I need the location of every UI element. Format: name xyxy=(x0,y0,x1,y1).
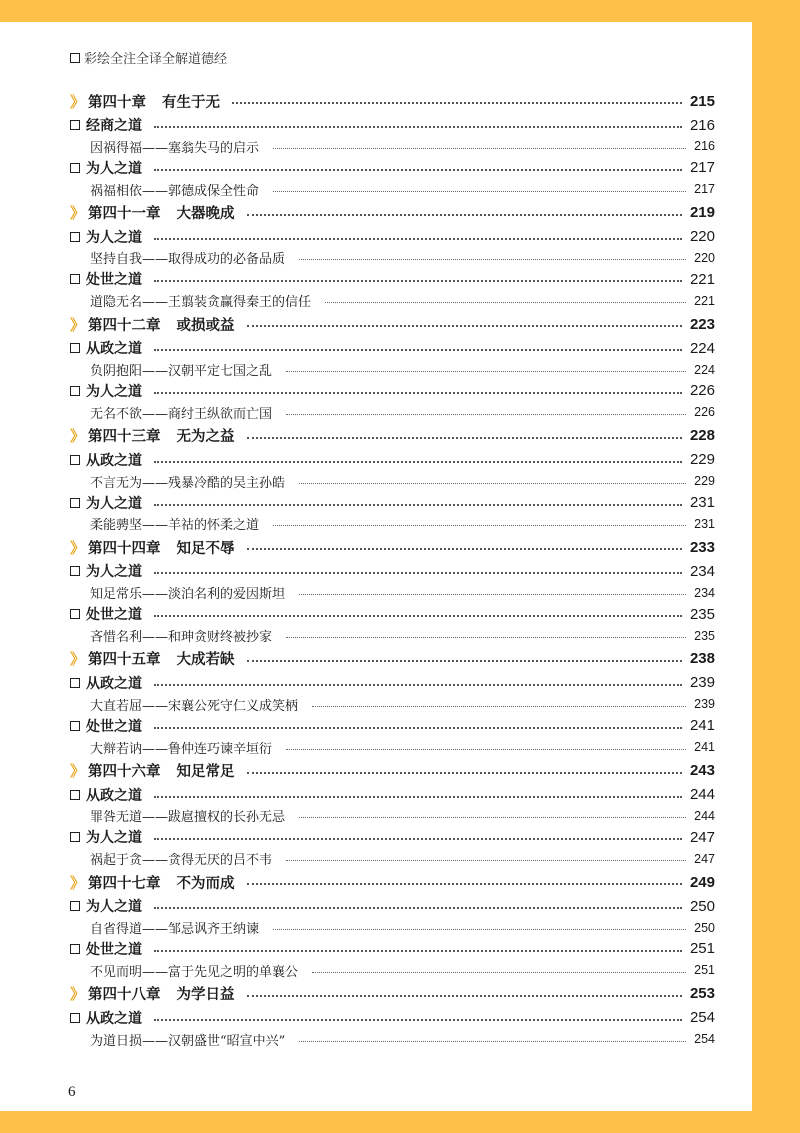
chevron-right-icon: 》 xyxy=(70,315,86,334)
toc-section-entry[interactable] xyxy=(70,672,715,694)
dot-leader xyxy=(286,749,686,750)
dot-leader xyxy=(154,907,682,909)
chapter-number: 第四十七章 xyxy=(88,875,161,892)
chapter-title: 或损或益 xyxy=(176,317,235,334)
page-ref: 233 xyxy=(689,538,715,556)
toc-story-entry[interactable] xyxy=(70,248,715,269)
page-ref: 250 xyxy=(694,920,715,935)
toc-chapter-entry[interactable] xyxy=(70,200,715,226)
page-ref: 217 xyxy=(689,159,715,177)
section-title: 为人之道 xyxy=(86,830,142,847)
chevron-right-icon: 》 xyxy=(70,92,86,111)
toc-section-entry[interactable] xyxy=(70,380,715,402)
toc-chapter-entry[interactable] xyxy=(70,423,715,449)
dot-leader xyxy=(154,950,682,952)
story-title: 不言无为——残暴冷酷的吴主孙皓 xyxy=(90,475,286,491)
page-ref: 254 xyxy=(689,1009,715,1027)
story-title: 道隐无名——王翦装贪赢得秦王的信任 xyxy=(90,295,312,311)
chevron-right-icon: 》 xyxy=(70,650,86,669)
toc-story-entry[interactable] xyxy=(70,471,715,492)
square-bullet-icon xyxy=(70,274,80,284)
dot-leader xyxy=(154,727,682,729)
page-ref: 224 xyxy=(689,339,715,357)
toc-section-entry[interactable] xyxy=(70,784,715,806)
dot-leader xyxy=(154,838,682,840)
dot-leader xyxy=(154,461,682,463)
dot-leader xyxy=(312,972,686,973)
page-ref: 235 xyxy=(694,628,715,643)
dot-leader xyxy=(286,414,686,415)
square-bullet-icon xyxy=(70,498,80,508)
dot-leader xyxy=(154,126,682,128)
dot-leader xyxy=(247,548,682,550)
dot-leader xyxy=(312,706,686,707)
toc-section-entry[interactable] xyxy=(70,492,715,514)
story-title: 不见而明——富于先见之明的单襄公 xyxy=(90,964,299,980)
square-bullet-icon xyxy=(70,343,80,353)
square-bullet-icon xyxy=(70,832,80,842)
dot-leader xyxy=(247,883,682,885)
page-ref: 241 xyxy=(689,717,715,735)
chevron-right-icon: 》 xyxy=(70,985,86,1004)
toc-story-entry[interactable] xyxy=(70,1029,715,1050)
toc-story-entry[interactable] xyxy=(70,136,715,157)
dot-leader xyxy=(154,349,682,351)
toc-chapter-entry[interactable] xyxy=(70,311,715,337)
square-bullet-icon xyxy=(70,455,80,465)
story-title: 祸福相依——郭德成保全性命 xyxy=(90,183,260,199)
section-title: 从政之道 xyxy=(86,1010,142,1027)
chevron-right-icon: 》 xyxy=(70,538,86,557)
section-title: 处世之道 xyxy=(86,718,142,735)
toc-chapter-entry[interactable] xyxy=(70,646,715,672)
section-title: 为人之道 xyxy=(86,383,142,400)
dot-leader xyxy=(299,594,686,595)
page-ref: 253 xyxy=(689,985,715,1003)
story-title: 吝惜名利——和珅贪财终被抄家 xyxy=(90,630,273,646)
page-ref: 228 xyxy=(689,427,715,445)
page-ref: 229 xyxy=(689,451,715,469)
dot-leader xyxy=(154,169,682,171)
page-ref: 220 xyxy=(689,228,715,246)
dot-leader xyxy=(286,637,686,638)
toc-section-entry[interactable] xyxy=(70,826,715,848)
toc-chapter-entry[interactable] xyxy=(70,869,715,895)
toc-section-entry[interactable] xyxy=(70,268,715,290)
chapter-title: 为学日益 xyxy=(176,987,235,1004)
section-title: 从政之道 xyxy=(86,675,142,692)
page-ref: 215 xyxy=(689,92,715,110)
toc-story-entry[interactable] xyxy=(70,848,715,869)
dot-leader xyxy=(286,371,686,372)
story-title: 祸起于贪——贪得无厌的吕不韦 xyxy=(90,853,273,869)
story-title: 坚持自我——取得成功的必备品质 xyxy=(90,252,286,268)
page-ref: 250 xyxy=(689,897,715,915)
toc-story-entry[interactable] xyxy=(70,694,715,715)
section-title: 从政之道 xyxy=(86,787,142,804)
toc-story-entry[interactable] xyxy=(70,359,715,380)
toc-chapter-entry[interactable] xyxy=(70,981,715,1007)
story-title: 柔能骋坚——羊祜的怀柔之道 xyxy=(90,518,260,534)
square-bullet-icon xyxy=(70,566,80,576)
dot-leader xyxy=(154,572,682,574)
square-bullet-icon xyxy=(70,901,80,911)
page-ref: 224 xyxy=(694,362,715,377)
page-ref: 234 xyxy=(689,562,715,580)
toc-section-entry[interactable] xyxy=(70,449,715,471)
dot-leader xyxy=(299,483,686,484)
chapter-number: 第四十五章 xyxy=(88,652,161,669)
page-ref: 241 xyxy=(694,740,715,755)
story-title: 罪咎无道——跋扈擅权的长孙无忌 xyxy=(90,810,286,826)
square-bullet-icon xyxy=(70,721,80,731)
section-title: 从政之道 xyxy=(86,452,142,469)
page-ref: 244 xyxy=(694,808,715,823)
chapter-title: 知足不辱 xyxy=(176,540,235,557)
square-bullet-icon xyxy=(70,790,80,800)
dot-leader xyxy=(286,860,686,861)
story-title: 因祸得福——塞翁失马的启示 xyxy=(90,140,260,156)
toc-section-entry[interactable] xyxy=(70,226,715,248)
page-ref: 239 xyxy=(689,674,715,692)
page-ref: 251 xyxy=(694,963,715,978)
page-ref: 231 xyxy=(689,494,715,512)
toc-chapter-entry[interactable] xyxy=(70,758,715,784)
dot-leader xyxy=(299,1041,686,1042)
square-bullet-icon xyxy=(70,232,80,242)
section-title: 经商之道 xyxy=(86,118,142,134)
page-ref: 216 xyxy=(689,116,715,134)
dot-leader xyxy=(232,102,682,104)
dot-leader xyxy=(154,238,682,240)
page-ref: 226 xyxy=(694,405,715,420)
story-title: 为道日损——汉朝盛世“昭宣中兴” xyxy=(90,1033,286,1049)
dot-leader xyxy=(154,684,682,686)
dot-leader xyxy=(299,817,686,818)
toc-section-entry[interactable] xyxy=(70,157,715,179)
toc-story-entry[interactable] xyxy=(70,582,715,603)
chapter-title: 无为之益 xyxy=(176,429,235,446)
dot-leader xyxy=(154,796,682,798)
page-ref: 231 xyxy=(694,516,715,531)
dot-leader xyxy=(247,437,682,439)
dot-leader xyxy=(325,302,686,303)
toc-story-entry[interactable] xyxy=(70,960,715,981)
chapter-title: 有生于无 xyxy=(162,94,220,111)
chapter-title: 大器晚成 xyxy=(176,206,235,223)
chapter-title: 知足常足 xyxy=(176,764,235,781)
page-ref: 247 xyxy=(694,851,715,866)
page-ref: 229 xyxy=(694,474,715,489)
toc-story-entry[interactable] xyxy=(70,290,715,311)
dot-leader xyxy=(273,929,686,930)
square-bullet-icon xyxy=(70,53,80,63)
square-bullet-icon xyxy=(70,678,80,688)
dot-leader xyxy=(273,191,686,192)
page-ref: 243 xyxy=(689,762,715,780)
book-title: 彩绘全注全译全解道德经 xyxy=(84,52,228,67)
toc-section-entry[interactable] xyxy=(70,938,715,960)
chapter-number: 第四十八章 xyxy=(88,987,161,1004)
page-ref: 251 xyxy=(689,940,715,958)
square-bullet-icon xyxy=(70,1013,80,1023)
page-ref: 221 xyxy=(694,293,715,308)
page-ref: 238 xyxy=(689,650,715,668)
page-ref: 226 xyxy=(689,382,715,400)
page-ref: 235 xyxy=(689,605,715,623)
dot-leader xyxy=(273,148,686,149)
page-ref: 234 xyxy=(694,585,715,600)
chapter-number: 第四十六章 xyxy=(88,764,161,781)
square-bullet-icon xyxy=(70,120,80,130)
chapter-number: 第四十四章 xyxy=(88,540,161,557)
toc-story-entry[interactable] xyxy=(70,514,715,535)
toc-section-entry[interactable] xyxy=(70,114,715,136)
section-title: 为人之道 xyxy=(86,899,142,916)
square-bullet-icon xyxy=(70,944,80,954)
page-ref: 219 xyxy=(689,204,715,222)
dot-leader xyxy=(247,995,682,997)
book-page xyxy=(0,22,752,1111)
page-ref: 217 xyxy=(694,182,715,197)
section-title: 为人之道 xyxy=(86,160,142,177)
toc-story-entry[interactable] xyxy=(70,806,715,827)
section-title: 处世之道 xyxy=(86,607,142,624)
toc-section-entry[interactable] xyxy=(70,1007,715,1029)
page-ref: 220 xyxy=(694,250,715,265)
page-ref: 239 xyxy=(694,697,715,712)
section-title: 从政之道 xyxy=(86,341,142,358)
section-title: 处世之道 xyxy=(86,941,142,958)
toc-story-entry[interactable] xyxy=(70,179,715,200)
table-of-contents xyxy=(70,88,715,1050)
chapter-number: 第四十章 xyxy=(88,94,146,111)
toc-chapter-entry[interactable] xyxy=(70,88,715,114)
page-ref: 254 xyxy=(694,1032,715,1047)
chevron-right-icon: 》 xyxy=(70,427,86,446)
page-ref: 223 xyxy=(689,315,715,333)
story-title: 大直若屈——宋襄公死守仁义成笑柄 xyxy=(90,698,299,714)
dot-leader xyxy=(273,525,686,526)
dot-leader xyxy=(154,1019,682,1021)
story-title: 负阴抱阳——汉朝平定七国之乱 xyxy=(90,364,273,380)
page-ref: 221 xyxy=(689,270,715,288)
story-title: 大辩若讷——鲁仲连巧谏辛垣衍 xyxy=(90,741,273,757)
story-title: 自省得道——邹忌讽齐王纳谏 xyxy=(90,922,260,938)
toc-chapter-entry[interactable] xyxy=(70,534,715,560)
chapter-title: 大成若缺 xyxy=(176,652,235,669)
dot-leader xyxy=(154,615,682,617)
story-title: 知足常乐——淡泊名利的爱因斯坦 xyxy=(90,587,286,603)
page-ref: 244 xyxy=(689,786,715,804)
toc-section-entry[interactable] xyxy=(70,560,715,582)
toc-story-entry[interactable] xyxy=(70,402,715,423)
dot-leader xyxy=(299,259,686,260)
page-number: 6 xyxy=(68,1084,76,1100)
chapter-number: 第四十一章 xyxy=(88,206,161,223)
chevron-right-icon: 》 xyxy=(70,873,86,892)
square-bullet-icon xyxy=(70,386,80,396)
chevron-right-icon: 》 xyxy=(70,204,86,223)
dot-leader xyxy=(154,504,682,506)
toc-story-entry[interactable] xyxy=(70,737,715,758)
toc-section-entry[interactable] xyxy=(70,337,715,359)
chapter-title: 不为而成 xyxy=(176,875,235,892)
chevron-right-icon: 》 xyxy=(70,762,86,781)
page-ref: 247 xyxy=(689,828,715,846)
square-bullet-icon xyxy=(70,609,80,619)
toc-story-entry[interactable] xyxy=(70,917,715,938)
section-title: 为人之道 xyxy=(86,564,142,581)
chapter-number: 第四十三章 xyxy=(88,429,161,446)
running-header xyxy=(70,48,227,67)
dot-leader xyxy=(247,772,682,774)
dot-leader xyxy=(154,280,682,282)
section-title: 为人之道 xyxy=(86,229,142,246)
dot-leader xyxy=(154,392,682,394)
chapter-number: 第四十二章 xyxy=(88,317,161,334)
toc-section-entry[interactable] xyxy=(70,603,715,625)
dot-leader xyxy=(247,660,682,662)
toc-section-entry[interactable] xyxy=(70,895,715,917)
square-bullet-icon xyxy=(70,163,80,173)
page-ref: 249 xyxy=(689,873,715,891)
section-title: 为人之道 xyxy=(86,495,142,512)
page-ref: 216 xyxy=(694,139,715,154)
toc-section-entry[interactable] xyxy=(70,715,715,737)
toc-story-entry[interactable] xyxy=(70,625,715,646)
dot-leader xyxy=(247,214,682,216)
section-title: 处世之道 xyxy=(86,272,142,289)
dot-leader xyxy=(247,325,682,327)
story-title: 无名不欲——商纣王纵欲而亡国 xyxy=(90,406,273,422)
